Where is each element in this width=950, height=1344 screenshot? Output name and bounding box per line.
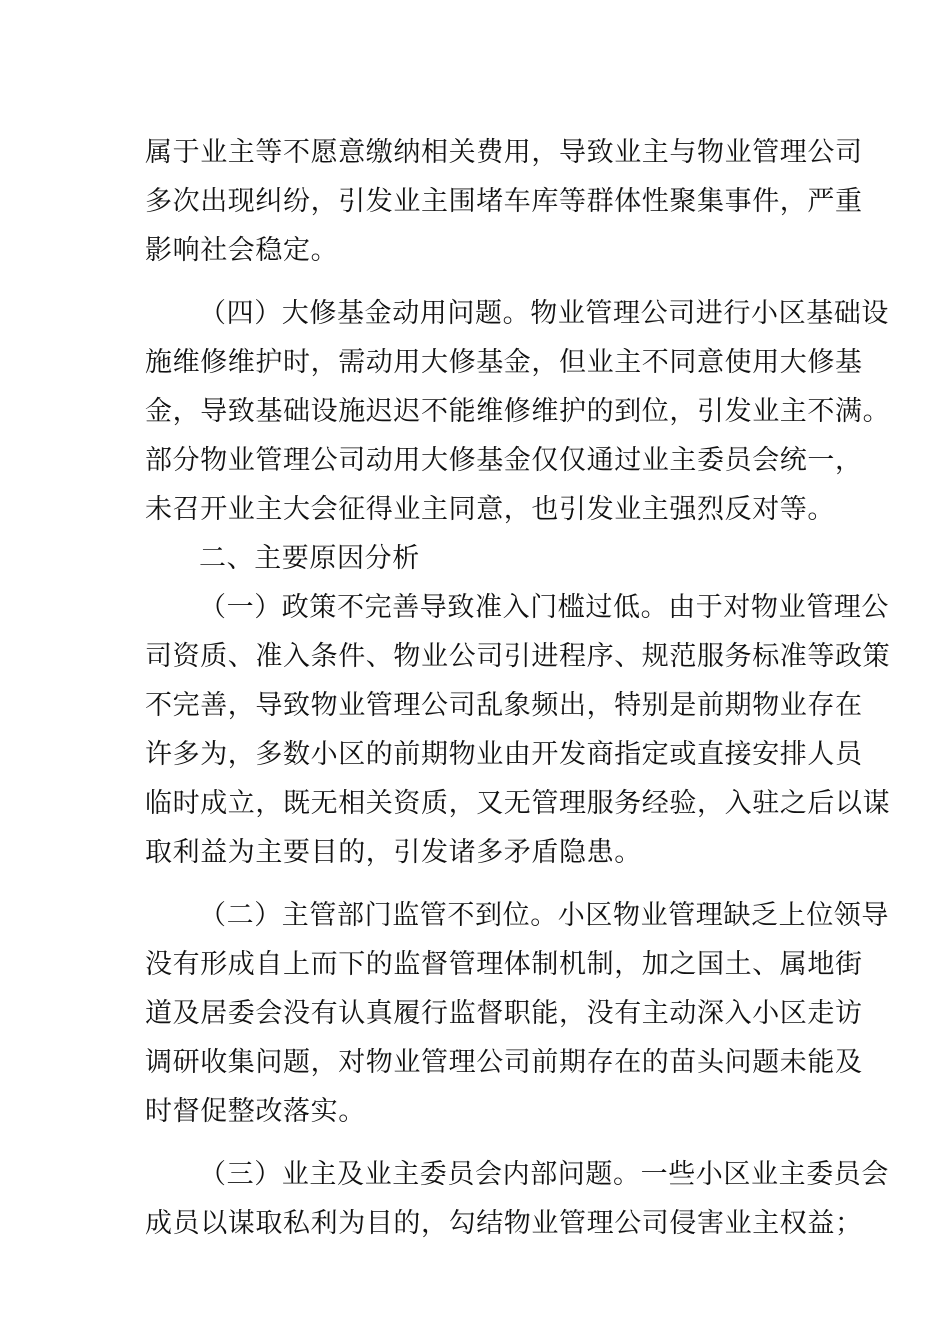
section-heading-line: （四）大修基金动用问题。物业管理公司进行小区基础设 bbox=[199, 298, 889, 329]
section-heading-line: （二）主管部门监管不到位。小区物业管理缺乏上位领导 bbox=[199, 900, 889, 931]
text-line: 施维修维护时，需动用大修基金，但业主不同意使用大修基 bbox=[145, 347, 863, 378]
text-line: 多次出现纠纷，引发业主围堵车库等群体性聚集事件，严重 bbox=[145, 186, 863, 217]
text-line: 没有形成自上而下的监督管理体制机制，加之国土、属地街 bbox=[145, 949, 863, 980]
section-heading-line: （一）政策不完善导致准入门槛过低。由于对物业管理公 bbox=[199, 592, 889, 623]
text-line: 不完善，导致物业管理公司乱象频出，特别是前期物业存在 bbox=[145, 690, 863, 721]
text-line: 成员以谋取私利为目的，勾结物业管理公司侵害业主权益； bbox=[145, 1208, 863, 1239]
text-line: 未召开业主大会征得业主同意，也引发业主强烈反对等。 bbox=[145, 494, 835, 525]
text-line: 司资质、准入条件、物业公司引进程序、规范服务标准等政策 bbox=[145, 641, 891, 672]
document-body bbox=[145, 128, 891, 1248]
text-line: 影响社会稳定。 bbox=[145, 235, 339, 266]
chapter-heading: 二、主要原因分析 bbox=[199, 543, 420, 574]
text-line: 调研收集问题，对物业管理公司前期存在的苗头问题未能及 bbox=[145, 1047, 863, 1078]
text-line: 部分物业管理公司动用大修基金仅仅通过业主委员会统一， bbox=[145, 445, 863, 476]
text-line: 道及居委会没有认真履行监督职能，没有主动深入小区走访 bbox=[145, 998, 863, 1029]
text-line: 属于业主等不愿意缴纳相关费用，导致业主与物业管理公司 bbox=[145, 137, 863, 168]
text-line: 许多为，多数小区的前期物业由开发商指定或直接安排人员 bbox=[145, 739, 863, 770]
text-line: 时督促整改落实。 bbox=[145, 1096, 366, 1127]
text-line: 金，导致基础设施迟迟不能维修维护的到位，引发业主不满。 bbox=[145, 396, 891, 427]
text-line: 临时成立，既无相关资质，又无管理服务经验，入驻之后以谋 bbox=[145, 788, 891, 819]
text-line: 取利益为主要目的，引发诸多矛盾隐患。 bbox=[145, 837, 642, 868]
section-heading-line: （三）业主及业主委员会内部问题。一些小区业主委员会 bbox=[199, 1159, 889, 1190]
